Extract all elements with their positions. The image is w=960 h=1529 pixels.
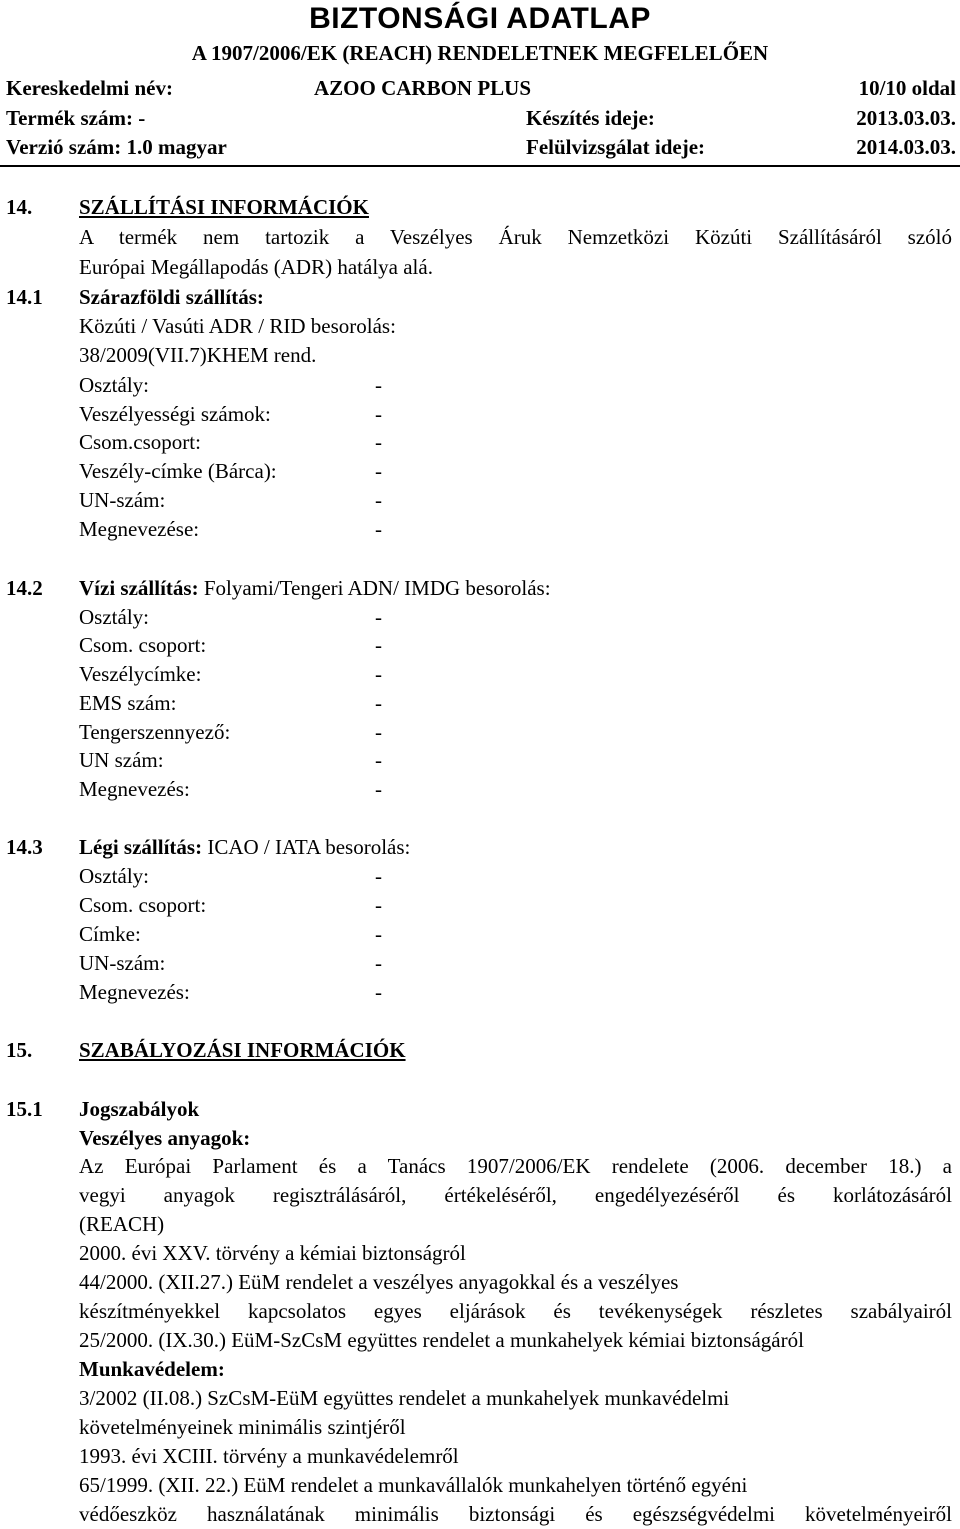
water-marine-pollutant-label: Tengerszennyező:: [79, 720, 231, 744]
section-14-title: SZÁLLÍTÁSI INFORMÁCIÓK: [79, 195, 369, 219]
water-name-label: Megnevezés:: [79, 777, 190, 801]
land-hazard-numbers-label: Veszélyességi számok:: [79, 402, 271, 426]
water-un-number-label: UN szám:: [79, 748, 164, 772]
work-regulation-line-4: 65/1999. (XII. 22.) EüM rendelet a munkavállalók munkahelyen történő egyéni: [79, 1473, 748, 1497]
document-title: BIZTONSÁGI ADATLAP: [309, 2, 651, 35]
regulation-line-5: 44/2000. (XII.27.) EüM rendelet a veszélyes anyagokkal és a veszélyes: [79, 1270, 679, 1294]
trade-name-value: AZOO CARBON PLUS: [314, 76, 532, 100]
section-14-1-title: Szárazföldi szállítás:: [79, 285, 264, 309]
section-14-2-title: Vízi szállítás:: [79, 576, 199, 600]
header-divider: [0, 165, 960, 167]
land-packing-group-label: Csom.csoport:: [79, 430, 201, 454]
land-name-value: -: [375, 517, 382, 541]
header-row-trade-name: [6, 74, 956, 102]
water-hazard-label-label: Veszélycímke:: [79, 662, 202, 686]
section-15-1-number: 15.1: [6, 1097, 43, 1121]
created-value: 2013.03.03.: [856, 106, 956, 130]
section-14-number: 14.: [6, 195, 33, 219]
land-hazard-label-value: -: [375, 459, 382, 483]
land-un-number-label: UN-szám:: [79, 488, 166, 512]
water-class-value: -: [375, 605, 382, 629]
work-regulation-line-2: követelményeinek minimális szintjéről: [79, 1415, 406, 1439]
land-hazard-label-label: Veszély-címke (Bárca):: [79, 459, 277, 483]
water-hazard-label-value: -: [375, 662, 382, 686]
air-packing-group-value: -: [375, 893, 382, 917]
header-row-version: [6, 133, 956, 161]
section-14-3-title: Légi szállítás:: [79, 835, 203, 859]
section-14-3-title-rest: ICAO / IATA besorolás:: [207, 835, 411, 859]
work-safety-label: Munkavédelem:: [79, 1357, 225, 1381]
water-un-number-value: -: [375, 748, 382, 772]
section-14-2-heading: [79, 574, 551, 602]
trade-name-label: Kereskedelmi név:: [6, 76, 173, 100]
water-packing-group-value: -: [375, 633, 382, 657]
regulation-line-4: 2000. évi XXV. törvény a kémiai biztonságról: [79, 1241, 466, 1265]
land-classification-line: Közúti / Vasúti ADR / RID besorolás:: [79, 314, 396, 338]
air-un-number-label: UN-szám:: [79, 951, 166, 975]
land-class-label: Osztály:: [79, 373, 149, 397]
land-name-label: Megnevezése:: [79, 517, 200, 541]
air-name-label: Megnevezés:: [79, 980, 190, 1004]
land-regulation-line: 38/2009(VII.7)KHEM rend.: [79, 343, 317, 367]
hazardous-substances-label: Veszélyes anyagok:: [79, 1126, 251, 1150]
land-class-value: -: [375, 373, 382, 397]
land-hazard-numbers-value: -: [375, 402, 382, 426]
regulation-line-2: vegyi anyagok regisztrálásáról, értékeléséről, engedélyezéséről és korlátozásáról: [79, 1183, 952, 1207]
work-regulation-line-3: 1993. évi XCIII. törvény a munkavédelemről: [79, 1444, 459, 1468]
water-name-value: -: [375, 777, 382, 801]
land-packing-group-value: -: [375, 430, 382, 454]
air-class-label: Osztály:: [79, 864, 149, 888]
version-label: Verzió szám: 1.0 magyar: [6, 135, 227, 159]
review-label: Felülvizsgálat ideje:: [526, 135, 706, 159]
regulation-line-3: (REACH): [79, 1212, 165, 1236]
land-un-number-value: -: [375, 488, 382, 512]
water-marine-pollutant-value: -: [375, 720, 382, 744]
work-regulation-line-1: 3/2002 (II.08.) SzCsM-EüM együttes rendelet a munkahelyek munkavédelmi: [79, 1386, 730, 1410]
section-14-2-number: 14.2: [6, 576, 43, 600]
section-14-3-number: 14.3: [6, 835, 43, 859]
section-14-2-title-rest: Folyami/Tengeri ADN/ IMDG besorolás:: [203, 576, 551, 600]
product-number-label: Termék szám: -: [6, 106, 146, 130]
review-value: 2014.03.03.: [856, 135, 956, 159]
work-regulation-line-5: védőeszköz használatának minimális biztonsági és egészségvédelmi követelményeiről: [79, 1502, 952, 1526]
section-15-1-title: Jogszabályok: [79, 1097, 200, 1121]
section-15-number: 15.: [6, 1038, 33, 1062]
water-packing-group-label: Csom. csoport:: [79, 633, 207, 657]
section-14-3-heading: [79, 833, 410, 861]
regulation-line-1: Az Európai Parlament és a Tanács 1907/2006/EK rendelete (2006. december 18.) a: [79, 1154, 952, 1178]
section-14-1-number: 14.1: [6, 285, 43, 309]
header-row-product: [6, 104, 956, 132]
air-un-number-value: -: [375, 951, 382, 975]
page-info: 10/10 oldal: [858, 76, 956, 100]
section-14-intro-line-1: A termék nem tartozik a Veszélyes Áruk Nemzetközi Közúti Szállításáról szóló: [79, 225, 952, 249]
water-ems-number-value: -: [375, 691, 382, 715]
section-14-intro-line-2: Európai Megállapodás (ADR) hatálya alá.: [79, 255, 433, 279]
created-label: Készítés ideje:: [526, 106, 655, 130]
document-subtitle: A 1907/2006/EK (REACH) RENDELETNEK MEGFELELŐEN: [191, 41, 769, 65]
air-packing-group-label: Csom. csoport:: [79, 893, 207, 917]
section-15-title: SZABÁLYOZÁSI INFORMÁCIÓK: [79, 1038, 406, 1062]
regulation-line-7: 25/2000. (IX.30.) EüM-SzCsM együttes rendelet a munkahelyek kémiai biztonságáról: [79, 1328, 804, 1352]
air-label-value: -: [375, 922, 382, 946]
water-class-label: Osztály:: [79, 605, 149, 629]
regulation-line-6: készítményekkel kapcsolatos egyes eljárások és tevékenységek részletes szabályairól: [79, 1299, 952, 1323]
water-ems-number-label: EMS szám:: [79, 691, 177, 715]
air-label-label: Címke:: [79, 922, 141, 946]
air-name-value: -: [375, 980, 382, 1004]
air-class-value: -: [375, 864, 382, 888]
